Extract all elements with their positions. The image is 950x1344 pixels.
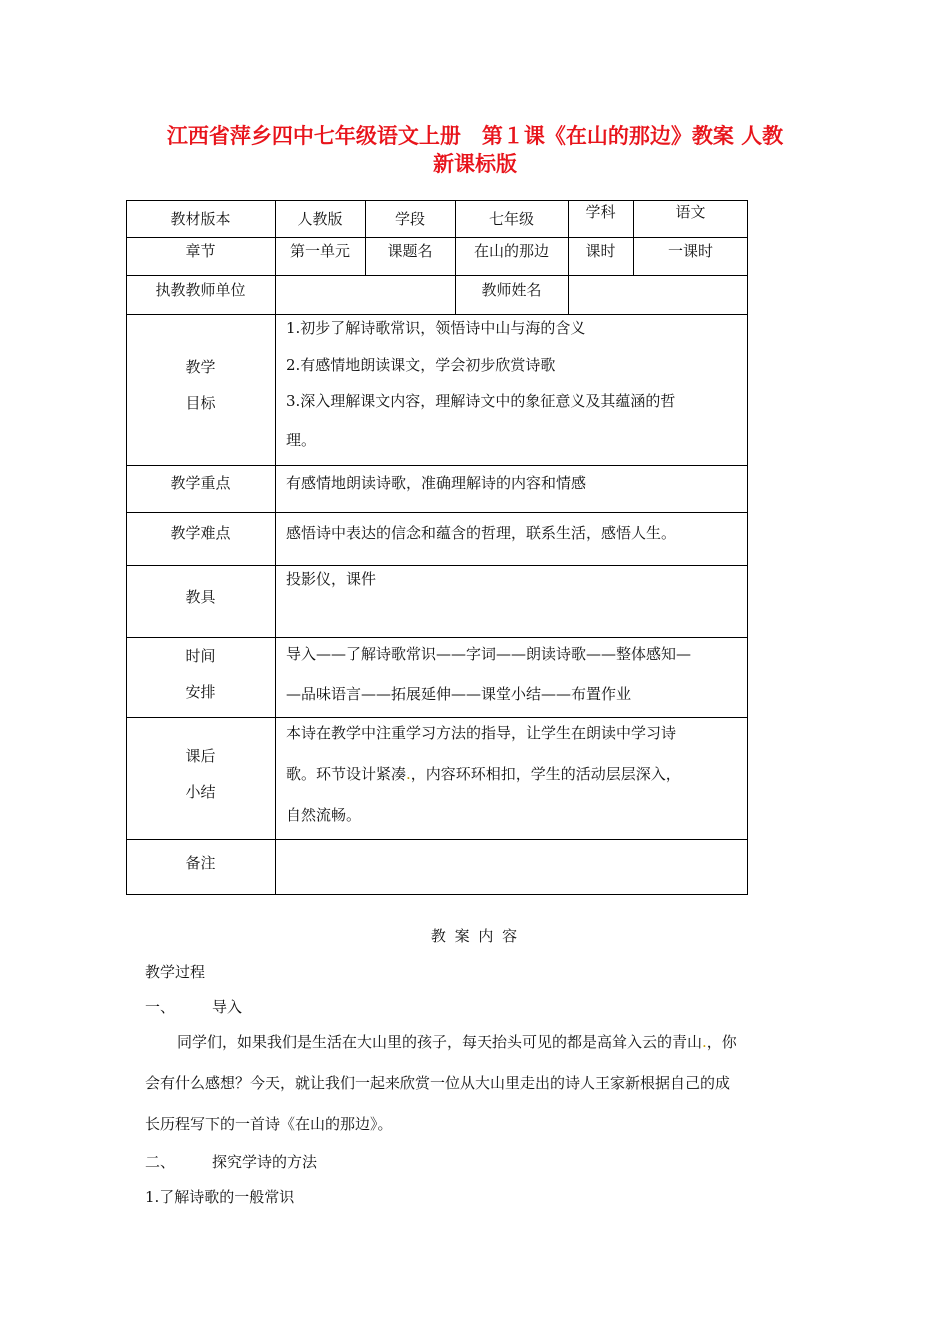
row-divider xyxy=(126,637,748,638)
value-difficulties: 感悟诗中表达的信念和蕴含的哲理，联系生活，感悟人生。 xyxy=(286,524,677,542)
goal-line: 3.深入理解课文内容，理解诗文中的象征意义及其蕴涵的哲 xyxy=(286,392,676,410)
reflection-line-2b: ，内容环环相扣，学生的活动层层深入， xyxy=(410,765,681,783)
intro-line-1b: ，你 xyxy=(706,1033,737,1051)
row-divider xyxy=(126,565,748,566)
intro-line-1 xyxy=(177,1031,737,1052)
process-heading: 教学过程 xyxy=(145,963,206,981)
reflection-line-1: 本诗在教学中注重学习方法的指导，让学生在朗读中学习诗 xyxy=(286,724,677,742)
intro-line-3: 长历程写下的一首诗《在山的那边》。 xyxy=(145,1115,393,1133)
title-line-1: 江西省萍乡四中七年级语文上册 第１课《在山的那边》教案 人教 xyxy=(166,124,784,148)
schedule-line: 导入——了解诗歌常识——字词——朗读诗歌——整体感知— xyxy=(286,645,692,663)
label-subject: 学科 xyxy=(585,203,616,221)
section-2-title: 探究学诗的方法 xyxy=(212,1153,318,1171)
label-stage: 学段 xyxy=(394,210,425,228)
label-teacher-name: 教师姓名 xyxy=(481,281,542,299)
label-goals-1: 教学 xyxy=(185,358,216,376)
value-topic: 在山的那边 xyxy=(473,242,549,260)
reflection-line-3: 自然流畅。 xyxy=(286,806,362,824)
goal-line: 理。 xyxy=(286,431,317,449)
row-divider xyxy=(126,839,748,840)
value-subject: 语文 xyxy=(675,203,706,221)
col-divider xyxy=(275,200,276,895)
value-edition: 人教版 xyxy=(297,210,343,228)
section-1-number: 一、 xyxy=(145,998,176,1016)
row-divider xyxy=(126,237,748,238)
label-reflection-2: 小结 xyxy=(185,783,216,801)
label-schedule-1: 时间 xyxy=(185,647,216,665)
label-topic: 课题名 xyxy=(387,242,433,260)
reflection-mark: . xyxy=(406,765,411,783)
label-schedule-2: 安排 xyxy=(185,683,216,701)
label-chapter: 章节 xyxy=(185,242,216,260)
row-divider xyxy=(126,465,748,466)
section-2-number: 二、 xyxy=(145,1153,176,1171)
label-edition: 教材版本 xyxy=(170,210,231,228)
value-stage: 七年级 xyxy=(488,210,534,228)
goal-line: 1.初步了解诗歌常识，领悟诗中山与海的含义 xyxy=(286,319,586,337)
label-period: 课时 xyxy=(585,242,616,260)
row-divider xyxy=(126,275,748,276)
reflection-line-2 xyxy=(286,764,681,784)
document-title xyxy=(120,122,830,178)
label-goals-2: 目标 xyxy=(185,394,216,412)
row-divider xyxy=(126,512,748,513)
value-chapter: 第一单元 xyxy=(289,242,350,260)
label-teacher-unit: 执教教师单位 xyxy=(155,281,246,299)
title-line-2: 新课标版 xyxy=(433,152,517,176)
intro-line-1a: 同学们，如果我们是生活在大山里的孩子，每天抬头可见的都是高耸入云的青山 xyxy=(177,1033,703,1051)
row-divider xyxy=(126,314,748,315)
intro-line-2: 会有什么感想？今天，就让我们一起来欣赏一位从大山里走出的诗人王家新根据自己的成 xyxy=(145,1074,731,1092)
value-tools: 投影仪，课件 xyxy=(286,570,377,588)
row-divider xyxy=(126,717,748,718)
label-notes: 备注 xyxy=(185,854,216,872)
label-tools: 教具 xyxy=(185,588,216,606)
schedule-line: —品味语言——拓展延伸——课堂小结——布置作业 xyxy=(286,685,632,703)
label-key-points: 教学重点 xyxy=(170,474,231,492)
value-key-points: 有感情地朗读诗歌，准确理解诗的内容和情感 xyxy=(286,474,587,492)
section-1-title: 导入 xyxy=(212,998,243,1016)
reflection-line-2a: 歌。环节设计紧凑 xyxy=(286,765,407,783)
value-period: 一课时 xyxy=(667,242,713,260)
label-reflection-1: 课后 xyxy=(185,747,216,765)
item-1: 1.了解诗歌的一般常识 xyxy=(145,1188,295,1206)
content-heading: 教 案 内 容 xyxy=(430,927,520,945)
label-difficulties: 教学难点 xyxy=(170,524,231,542)
intro-mark: . xyxy=(702,1033,707,1051)
goal-line: 2.有感情地朗读课文，学会初步欣赏诗歌 xyxy=(286,356,556,374)
